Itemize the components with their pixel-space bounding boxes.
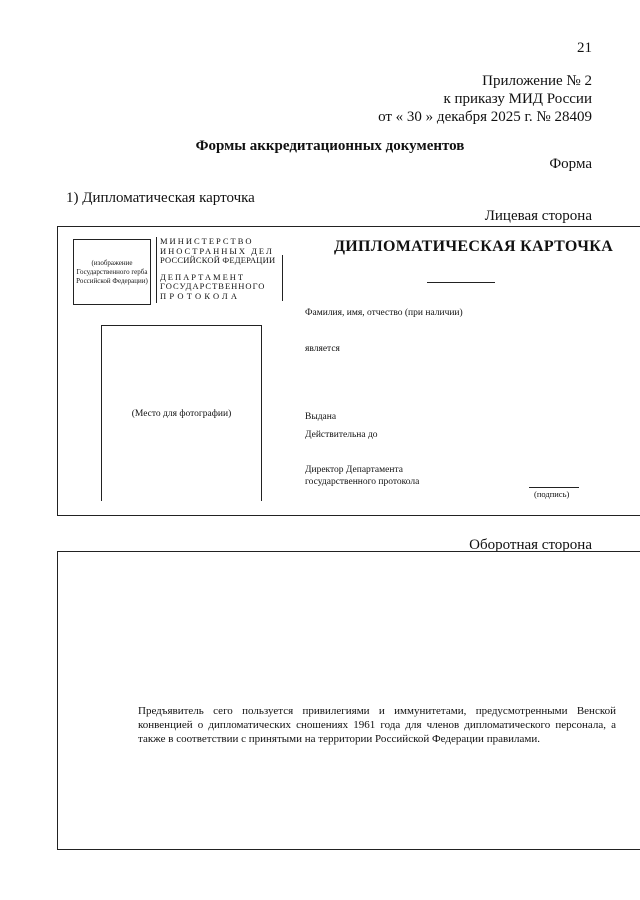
page-number: 21 — [577, 40, 592, 56]
appendix-line-3: от « 30 » декабря 2025 г. № 28409 — [378, 109, 592, 125]
signature-caption: (подпись) — [534, 489, 570, 499]
ministry-line-5: ГОСУДАРСТВЕННОГО — [160, 281, 266, 291]
title-underline — [427, 282, 495, 283]
field-is: является — [305, 344, 340, 354]
ministry-right-divider — [282, 255, 283, 301]
director-line-1: Директор Департамента — [305, 465, 403, 475]
card-back-frame — [57, 551, 640, 850]
photo-placeholder — [101, 325, 262, 501]
ministry-line-3: РОССИЙСКОЙ ФЕДЕРАЦИИ — [160, 255, 276, 265]
ministry-divider — [156, 237, 157, 303]
back-privileges-text: Предъявитель сего пользуется привилегиями и иммунитетами, предусмотренными Венской конвенцией о дипломатических сношениях 1961 года для членов дипломатического персонала, а также в соответствии с принятыми на территории Российской Федерации правилами. — [138, 705, 616, 745]
ministry-block — [160, 237, 275, 301]
form-label: Форма — [549, 156, 592, 172]
photo-placeholder-text: (Место для фотографии) — [131, 408, 232, 419]
back-side-label: Оборотная сторона — [469, 537, 592, 553]
signature-line — [529, 487, 579, 488]
field-valid-until: Действительна до — [305, 430, 378, 440]
emblem-placeholder — [73, 239, 151, 305]
front-side-label: Лицевая сторона — [484, 208, 592, 224]
ministry-line-2: ИНОСТРАННЫХ ДЕЛ — [160, 245, 274, 256]
emblem-placeholder-text: (изображение Государственного герба Российской Федерации) — [76, 258, 148, 285]
field-full-name: Фамилия, имя, отчество (при наличии) — [305, 308, 463, 318]
card-title: ДИПЛОМАТИЧЕСКАЯ КАРТОЧКА — [334, 238, 614, 255]
ministry-line-4: ДЕПАРТАМЕНТ — [160, 271, 246, 282]
field-issued: Выдана — [305, 412, 337, 422]
field-director — [305, 464, 419, 488]
appendix-line-1: Приложение № 2 — [482, 73, 592, 89]
section-title: 1) Дипломатическая карточка — [66, 190, 255, 206]
director-line-2: государственного протокола — [305, 477, 420, 487]
ministry-line-6: ПРОТОКОЛА — [160, 290, 241, 301]
ministry-line-1: МИНИСТЕРСТВО — [160, 236, 254, 246]
appendix-line-2: к приказу МИД России — [443, 91, 592, 107]
appendix-header — [378, 72, 592, 126]
forms-title: Формы аккредитационных документов — [195, 138, 465, 154]
